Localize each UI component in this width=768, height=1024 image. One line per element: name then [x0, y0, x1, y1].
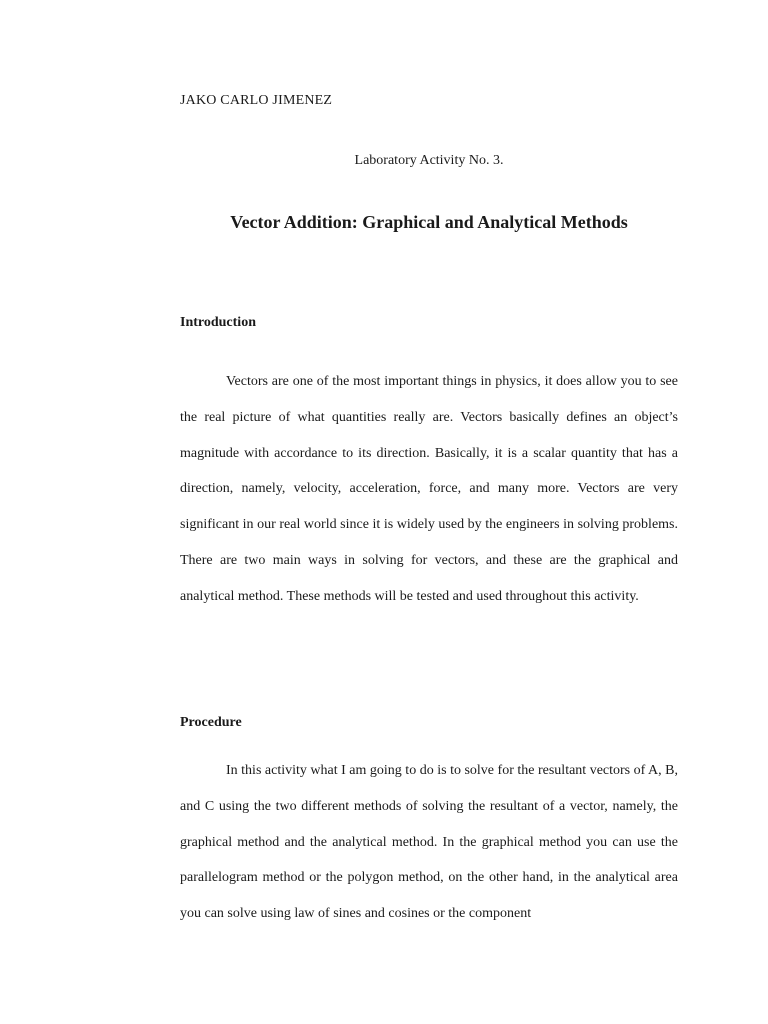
author-name: JAKO CARLO JIMENEZ — [180, 93, 333, 108]
activity-number: Laboratory Activity No. 3. — [354, 153, 504, 168]
paragraph-introduction: Vectors are one of the most important things in physics, it does allow you to see the real picture of what quantities really are. Vectors basically defines an object’s magnitude with accordance to its direction. Basically, it is a scalar quantity that has a direction, namely, velocity, acceleration, force, and many more. Vectors are very significant in our real world since it is widely used by the engineers in solving problems. There are two main ways in solving for vectors, and these are the graphical and analytical method. These methods will be tested and used throughout this activity. — [180, 374, 678, 604]
section-heading-procedure: Procedure — [180, 715, 242, 730]
document-title: Vector Addition: Graphical and Analytical Methods — [230, 212, 628, 232]
paragraph-procedure: In this activity what I am going to do is to solve for the resultant vectors of A, B, and C using the two different methods of solving the resultant of a vector, namely, the graphical method and the analytical method. In the graphical method you can use the parallelogram method or the polygon method, on the other hand, in the analytical area you can solve using law of sines and cosines or the component — [180, 763, 678, 922]
section-heading-introduction: Introduction — [180, 315, 256, 330]
